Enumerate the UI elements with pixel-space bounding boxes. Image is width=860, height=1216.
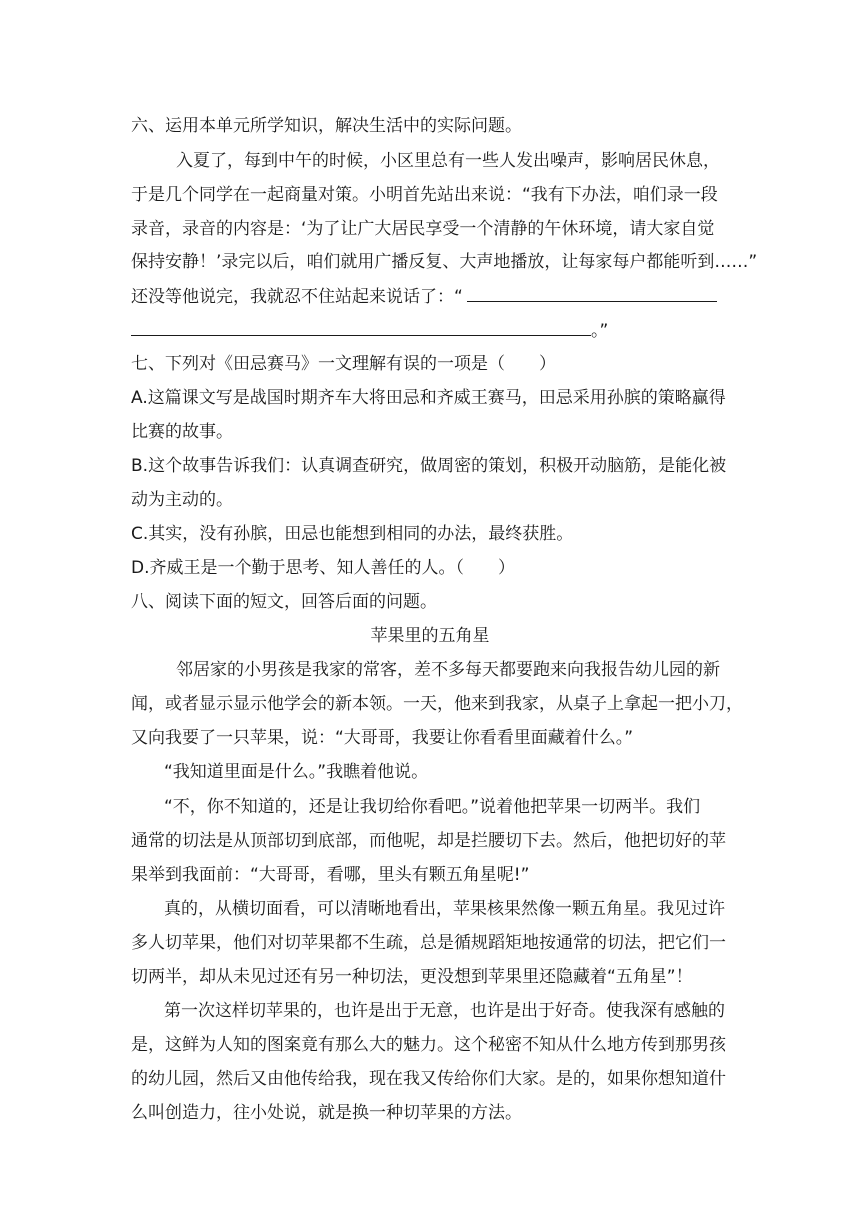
section6-paragraph-line: 入夏了，每到中午的时候，小区里总有一些人发出噪声，影响居民休息， bbox=[176, 151, 720, 171]
answer-end-quote: 。” bbox=[591, 321, 609, 341]
passage-line: 多人切苹果，他们对切苹果都不生疏，总是循规蹈矩地按通常的切法，把它们一 bbox=[131, 933, 726, 953]
section6-answer-line-1 bbox=[131, 285, 717, 309]
passage-line: 邻居家的小男孩是我家的常客，差不多每天都要跑来向我报告幼儿园的新 bbox=[176, 660, 720, 680]
section6-heading: 六、运用本单元所学知识，解决生活中的实际问题。 bbox=[131, 116, 522, 136]
option-b: B.这个故事告诉我们：认真调查研究，做周密的策划，积极开动脑筋，是能化被 bbox=[131, 456, 727, 476]
answer-blank-1[interactable] bbox=[467, 285, 717, 302]
section7-heading: 七、下列对《田忌赛马》一文理解有误的一项是（ ） bbox=[131, 354, 556, 374]
option-d: D.齐威王是一个勤于思考、知人善任的人。（ ） bbox=[131, 558, 515, 578]
option-b-continued: 动为主动的。 bbox=[131, 490, 233, 510]
section6-paragraph-line: 于是几个同学在一起商量对策。小明首先站出来说：“我有下办法，咱们录一段 bbox=[131, 185, 718, 205]
passage-title: 苹果里的五角星 bbox=[370, 626, 490, 646]
option-a-continued: 比赛的故事。 bbox=[131, 422, 233, 442]
section6-answer-line-2 bbox=[131, 319, 608, 343]
passage-line: 第一次这样切苹果的，也许是出于无意，也许是出于好奇。使我深有感触的 bbox=[164, 1001, 725, 1021]
section6-paragraph-line: 录音，录音的内容是：‘为了让广大居民享受一个清静的午休环境，请大家自觉 bbox=[131, 219, 715, 239]
answer-blank-2[interactable] bbox=[131, 319, 591, 336]
passage-line: 果举到我面前：“大哥哥，看哪，里头有颗五角星呢!” bbox=[131, 865, 530, 885]
option-c: C.其实，没有孙膑，田忌也能想到相同的办法，最终获胜。 bbox=[131, 524, 574, 544]
passage-line: “我知道里面是什么。”我瞧着他说。 bbox=[164, 762, 429, 782]
section6-paragraph-line: 保持安静！’录完以后，咱们就用广播反复、大声地播放，让每家每户都能听到……” bbox=[131, 252, 758, 272]
passage-line: 是，这鲜为人知的图案竟有那么大的魅力。这个秘密不知从什么地方传到那男孩 bbox=[131, 1035, 726, 1055]
section8-heading: 八、阅读下面的短文，回答后面的问题。 bbox=[131, 592, 437, 612]
option-a: A.这篇课文写是战国时期齐车大将田忌和齐威王赛马，田忌采用孙膑的策略赢得 bbox=[131, 388, 726, 408]
passage-line: 切两半，却从未见过还有另一种切法，更没想到苹果里还隐藏着“五角星”！ bbox=[131, 967, 693, 987]
passage-line: 闻，或者显示显示他学会的新本领。一天，他来到我家，从桌子上拿起一把小刀， bbox=[131, 694, 743, 714]
passage-line: 的幼儿园，然后又由他传给我，现在我又传给你们大家。是的，如果你想知道什 bbox=[131, 1069, 726, 1089]
section6-paragraph-line: 还没等他说完，我就忍不住站起来说话了：“ bbox=[131, 287, 463, 307]
passage-line: 真的，从横切面看，可以清晰地看出，苹果核果然像一颗五角星。我见过许 bbox=[164, 899, 725, 919]
passage-line: 又向我要了一只苹果，说：“大哥哥，我要让你看看里面藏着什么。” bbox=[131, 728, 634, 748]
passage-line: “不，你不知道的，还是让我切给你看吧。”说着他把苹果一切两半。我们 bbox=[164, 797, 701, 817]
passage-line: 通常的切法是从顶部切到底部，而他呢，却是拦腰切下去。然后，他把切好的苹 bbox=[131, 831, 726, 851]
passage-line: 么叫创造力，往小处说，就是换一种切苹果的方法。 bbox=[131, 1103, 522, 1123]
